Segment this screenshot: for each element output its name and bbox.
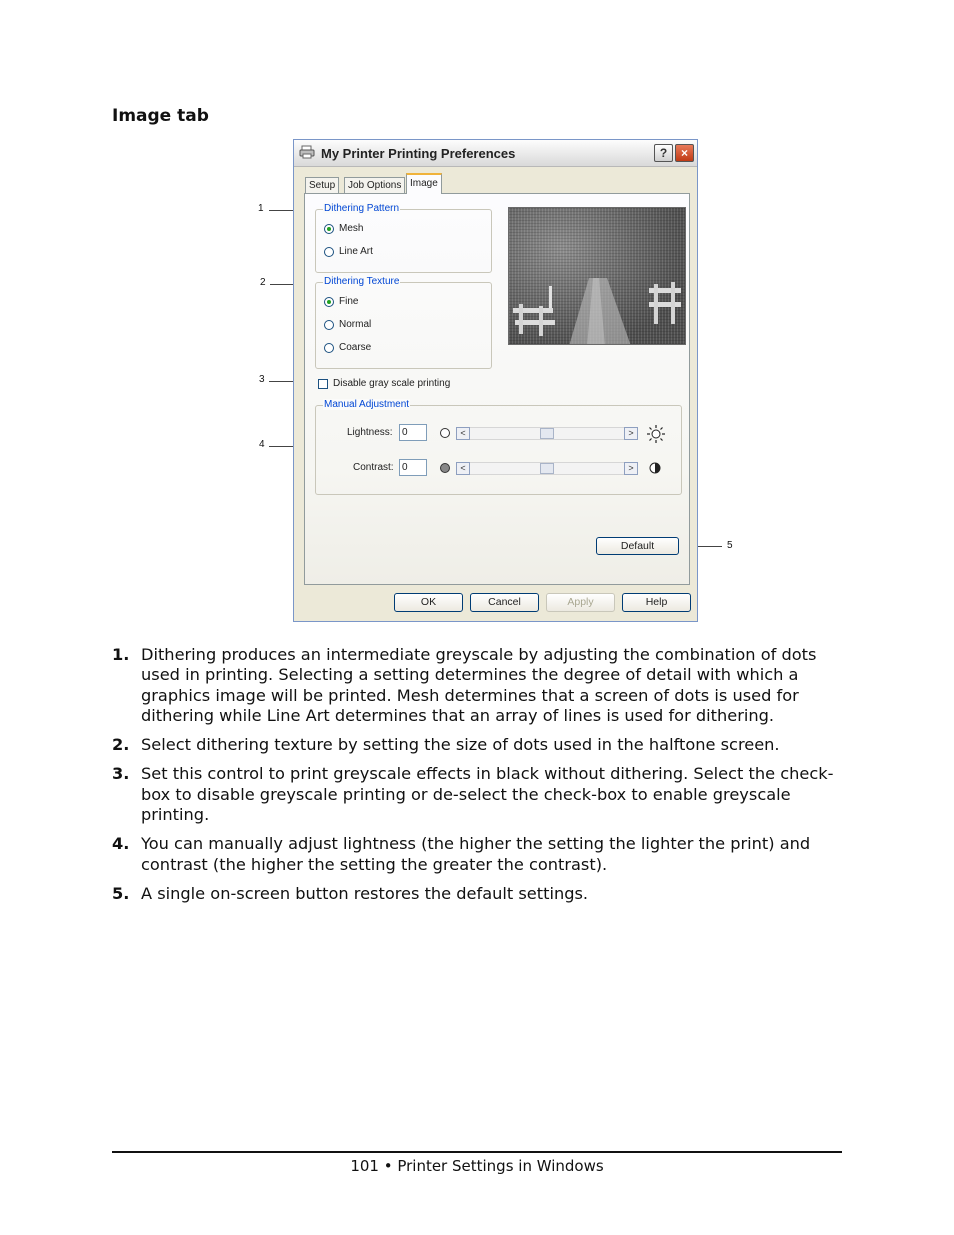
lightness-field[interactable]: 0 <box>399 424 427 441</box>
dithering-pattern-label: Dithering Pattern <box>324 203 400 214</box>
callout-4: 4 <box>259 439 265 450</box>
line-art-label: Line Art <box>339 246 373 257</box>
title-close-button[interactable]: × <box>675 144 694 162</box>
dialog-title: My Printer Printing Preferences <box>321 146 516 161</box>
normal-radio[interactable] <box>324 320 334 330</box>
normal-label: Normal <box>339 319 372 330</box>
page-footer: 101 • Printer Settings in Windows <box>350 1157 604 1175</box>
image-tab-panel <box>304 193 690 585</box>
explanation-list <box>112 645 840 913</box>
lightness-low-icon <box>440 428 450 438</box>
lightness-left-button[interactable]: < <box>456 427 470 440</box>
tab-setup[interactable]: Setup <box>305 177 339 193</box>
lightness-right-button[interactable]: > <box>624 427 638 440</box>
item-number: 4. <box>112 834 130 854</box>
contrast-right-button[interactable]: > <box>624 462 638 475</box>
item-text: A single on-screen button restores the default settings. <box>141 883 589 903</box>
cancel-button[interactable]: Cancel <box>470 593 539 612</box>
line-art-radio[interactable] <box>324 247 334 257</box>
callout-5: 5 <box>727 540 733 551</box>
dithering-texture-group <box>315 276 492 369</box>
mesh-label: Mesh <box>339 223 364 234</box>
title-help-button[interactable]: ? <box>654 144 673 162</box>
contrast-field[interactable]: 0 <box>399 459 427 476</box>
item-number: 5. <box>112 883 130 903</box>
mesh-radio[interactable] <box>324 224 334 234</box>
dither-preview-image <box>508 207 686 345</box>
sun-icon <box>646 424 666 444</box>
disable-gray-label: Disable gray scale printing <box>333 378 451 389</box>
fine-radio[interactable] <box>324 297 334 307</box>
default-button[interactable]: Default <box>596 537 679 555</box>
contrast-slider[interactable] <box>470 462 624 475</box>
item-text: Select dithering texture by setting the size of dots used in the halftone screen. <box>141 735 780 755</box>
dithering-texture-label: Dithering Texture <box>324 276 400 287</box>
contrast-low-icon <box>440 463 450 473</box>
help-button[interactable]: Help <box>622 593 691 612</box>
printer-icon <box>299 145 315 159</box>
lightness-slider-thumb[interactable] <box>540 428 554 439</box>
item-number: 3. <box>112 764 130 784</box>
manual-adjustment-group <box>315 399 682 495</box>
item-text: You can manually adjust lightness (the higher the setting the lighter the print) and contrast (the higher the setting the greater the contrast). <box>141 834 811 874</box>
list-item <box>112 834 840 875</box>
contrast-label: Contrast: <box>353 462 394 473</box>
item-number: 2. <box>112 735 130 755</box>
list-item <box>112 884 840 904</box>
list-item <box>112 735 840 755</box>
callout-3: 3 <box>259 374 265 385</box>
fine-label: Fine <box>339 296 359 307</box>
manual-adjustment-label: Manual Adjustment <box>324 399 410 410</box>
section-heading: Image tab <box>112 106 209 126</box>
road-scene-illustration <box>509 208 686 345</box>
contrast-left-button[interactable]: < <box>456 462 470 475</box>
coarse-radio[interactable] <box>324 343 334 353</box>
list-item <box>112 764 840 825</box>
lightness-label: Lightness: <box>347 427 393 438</box>
tab-job-options[interactable]: Job Options <box>344 177 405 193</box>
ok-button[interactable]: OK <box>394 593 463 612</box>
dialog-titlebar <box>294 140 697 167</box>
footer-rule <box>112 1151 842 1153</box>
lightness-slider[interactable] <box>470 427 624 440</box>
contrast-icon <box>649 462 661 474</box>
dithering-pattern-group <box>315 203 492 273</box>
callout-1: 1 <box>258 203 264 214</box>
apply-button[interactable]: Apply <box>546 593 615 612</box>
item-number: 1. <box>112 645 130 664</box>
printing-preferences-dialog <box>293 139 698 622</box>
tab-image[interactable]: Image <box>406 173 442 194</box>
coarse-label: Coarse <box>339 342 372 353</box>
contrast-slider-thumb[interactable] <box>540 463 554 474</box>
item-text: Set this control to print greyscale effects in black without dithering. Select the check-box to disable greyscale printing or de-select the check-box to enable greyscale printing. <box>141 764 834 825</box>
item-text: Dithering produces an intermediate greyscale by adjusting the combination of dots used in printing. Selecting a setting determines the degree of detail with which a graphics image will be printed. Mesh determines that a screen of dots is used for dithering while Line Art determines that an array of lines is used for dithering. <box>141 645 817 725</box>
callout-2: 2 <box>260 277 266 288</box>
list-item <box>112 645 840 726</box>
disable-gray-checkbox[interactable] <box>318 379 328 389</box>
